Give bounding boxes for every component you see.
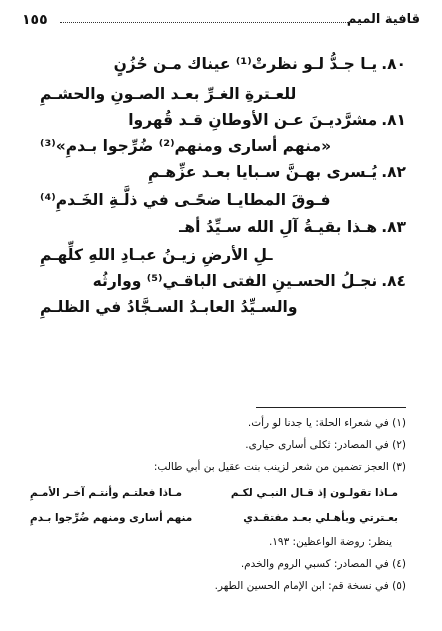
footnote: (٤) في المصادر: كسبي الروم والخدم. [240,558,406,570]
footnote-reference: ينظر: روضة الواعظين: ١٩٣. [268,536,392,548]
running-header [22,12,420,32]
quoted-verse-left: مـاذا فعلتـم وأنتـم آخـر الأمـمِ [30,487,183,499]
verse-second-hemistich: ـلِ الأرضِ زيـنُ عبـادِ اللهِ كلِّهـمِ [40,246,273,264]
verse-second-hemistich: «منهم أسارى ومنهم⁽²⁾ ضُرِّجوا بـدمِ»⁽³⁾ [40,137,332,155]
verse-first-hemistich: ٨١.مشرَّديـنَ عـن الأوطانِ قـد قُهروا [128,111,406,129]
header-dotted-leader [60,22,350,23]
verse-first-hemistich: ٨٣.هـذا بقيـةُ آلِ الله سـيِّدُ أهـ [179,218,406,236]
verse-number: ٨٤. [381,272,406,290]
verse-second-hemistich: فـوقَ المطايـا ضحًـى في ذلَّـةِ الخَـدمِ⁽⁴⁾ [40,191,331,209]
footnote-separator [256,407,406,408]
verse-number: ٨٢. [381,163,406,181]
verse-second-hemistich: للعـترةِ الغـرِّ بعـد الصـونِ والحشـمِ [40,85,297,103]
quoted-verse-right: مـاذا تقولـون إذ قـال النبـي لكـم [230,487,398,499]
quoted-verse-right: بعـترتي وبأهـلي بعـد مفتقـدي [243,512,398,524]
verse-number: ٨١. [381,111,406,129]
quoted-verse-left: منهم أسارى ومنهم ضُرِّجوا بـدمِ [30,512,193,524]
chapter-title: قافية الميم [346,12,420,27]
verse-first-hemistich: ٨٢.يُـسرى بهـنَّ سـبايا بعـد عزِّهـمِ [147,163,406,181]
verse-first-hemistich: ٨٤.نجـلُ الحسـينِ الفتى الباقـي⁽⁵⁾ ووارثُه [92,272,406,290]
footnote: (٢) في المصادر: ثكلى أسارى حيارى. [245,439,406,451]
footnote: (١) في شعراء الحلة: يا جدنا لو رأت. [247,417,406,429]
verse-second-hemistich: والسـيِّدُ العابـدُ السـجَّادُ في الظلـمِ [40,298,298,316]
footnote: (٣) العجز تضمين من شعر لزينب بنت عقيل بن أبي طالب: [153,461,406,473]
verse-first-hemistich: ٨٠.يـا جـدُّ لـو نظرتْ⁽¹⁾ عيناك مـن حُزُنٍ [113,55,406,73]
page-number: ١٥٥ [22,12,48,28]
footnote: (٥) في نسخة قم: ابن الإمام الحسين الطهر. [214,580,406,592]
verse-number: ٨٠. [381,55,406,73]
verse-number: ٨٣. [381,218,406,236]
